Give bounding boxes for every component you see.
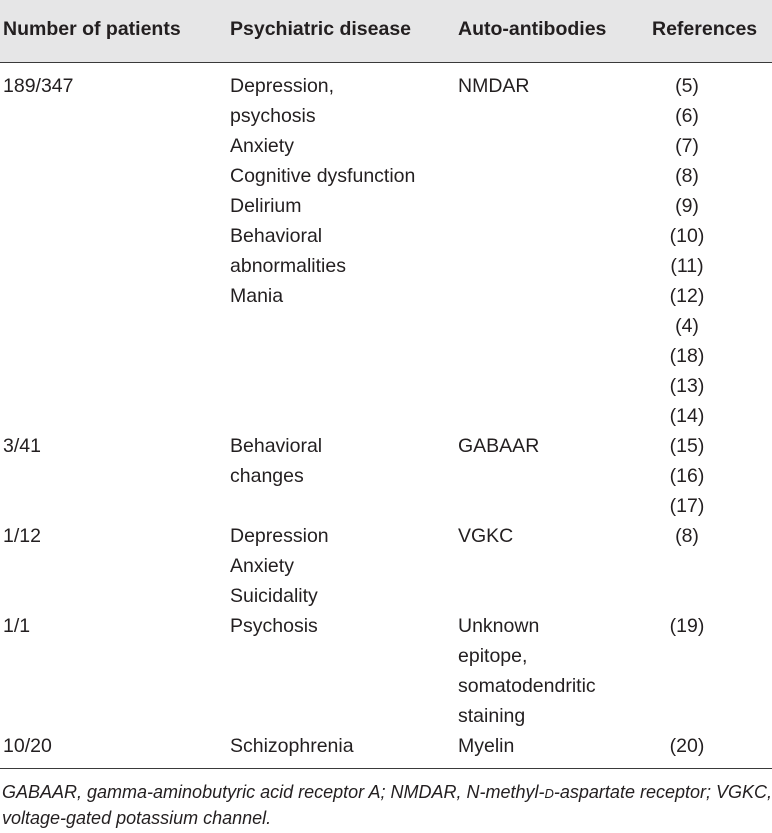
header-auto-antibodies: Auto-antibodies — [458, 18, 607, 40]
cell-reference: (9) — [675, 195, 699, 217]
cell-patients: 1/1 — [3, 615, 31, 637]
cell-disease: Depression — [230, 525, 329, 547]
cell-reference: (5) — [675, 75, 699, 97]
cell-disease: Mania — [230, 285, 284, 307]
cell-disease: Behavioral — [230, 225, 323, 247]
cell-disease: Schizophrenia — [230, 735, 354, 757]
cell-patients: 189/347 — [3, 75, 74, 97]
header-rule — [0, 62, 772, 63]
cell-reference: (14) — [669, 405, 705, 427]
footnote-text-1: GABAAR, gamma-aminobutyric acid receptor A; NMDAR, N-methyl- — [2, 782, 545, 802]
cell-disease: Cognitive dysfunction — [230, 165, 416, 187]
cell-patients: 3/41 — [3, 435, 41, 457]
cell-antibodies: Myelin — [458, 735, 515, 757]
cell-reference: (11) — [670, 255, 704, 277]
cell-antibodies: epitope, — [458, 645, 528, 667]
cell-disease: abnormalities — [230, 255, 346, 277]
cell-patients: 1/12 — [3, 525, 41, 547]
cell-disease: Delirium — [230, 195, 302, 217]
cell-reference: (16) — [669, 465, 705, 487]
cell-disease: Behavioral — [230, 435, 323, 457]
footnote-text-2: -aspartate receptor; VGKC, voltage-gated potassium channel. — [2, 782, 772, 828]
cell-reference: (19) — [669, 615, 705, 637]
cell-disease: Anxiety — [230, 135, 294, 157]
cell-reference: (20) — [669, 735, 705, 757]
cell-antibodies: staining — [458, 705, 526, 727]
cell-reference: (17) — [669, 495, 705, 517]
bottom-rule — [0, 768, 772, 769]
cell-reference: (8) — [675, 165, 699, 187]
cell-antibodies: GABAAR — [458, 435, 540, 457]
cell-patients: 10/20 — [3, 735, 52, 757]
cell-reference: (8) — [675, 525, 699, 547]
header-psychiatric-disease: Psychiatric disease — [230, 18, 412, 40]
cell-disease: Anxiety — [230, 555, 294, 577]
cell-reference: (7) — [675, 135, 699, 157]
cell-disease: Suicidality — [230, 585, 318, 607]
cell-reference: (13) — [669, 375, 705, 397]
footnote-smallcaps: d — [544, 782, 554, 802]
cell-disease: Depression, — [230, 75, 335, 97]
cell-antibodies: VGKC — [458, 525, 514, 547]
cell-disease: changes — [230, 465, 304, 487]
cell-disease: Psychosis — [230, 615, 318, 637]
header-references: References — [652, 18, 758, 40]
cell-disease: psychosis — [230, 105, 316, 127]
cell-antibodies: NMDAR — [458, 75, 530, 97]
table-footnote — [2, 779, 772, 831]
cell-reference: (6) — [675, 105, 699, 127]
cell-antibodies: Unknown — [458, 615, 540, 637]
cell-reference: (4) — [675, 315, 699, 337]
header-number-of-patients: Number of patients — [3, 18, 181, 40]
cell-reference: (10) — [669, 225, 705, 247]
cell-antibodies: somatodendritic — [458, 675, 596, 697]
cell-reference: (12) — [669, 285, 705, 307]
cell-reference: (18) — [669, 345, 705, 367]
cell-reference: (15) — [669, 435, 705, 457]
